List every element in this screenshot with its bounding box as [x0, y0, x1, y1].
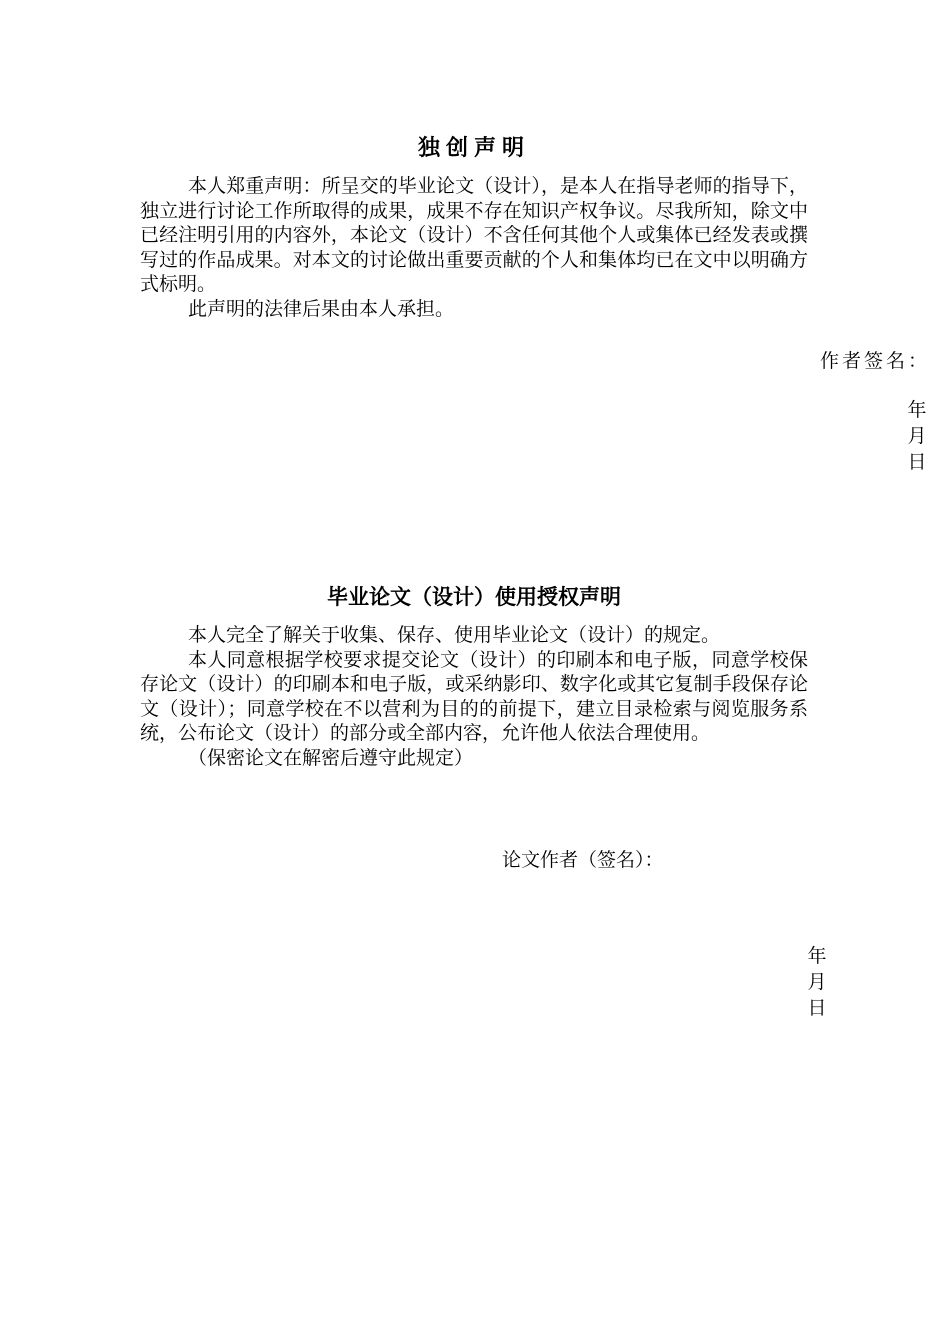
thesis-author-signature-label: 论文作者（签名）：: [502, 849, 664, 871]
authorization-date: [806, 943, 828, 1021]
date-year-label: 年: [807, 945, 827, 967]
date-month-label: 月: [807, 971, 827, 993]
authorization-body: [140, 623, 808, 770]
authorization-paragraph: 本人完全了解关于收集、保存、使用毕业论文（设计）的规定。: [188, 624, 721, 646]
authorization-title: 毕业论文（设计）使用授权声明: [327, 585, 621, 609]
date-year-label: 年: [907, 399, 927, 421]
date-day-label: 日: [807, 997, 827, 1019]
declaration-date: [906, 397, 928, 475]
date-day-label: 日: [907, 451, 927, 473]
authorization-paragraph: （保密论文在解密后遵守此规定）: [188, 746, 474, 769]
declaration-paragraph: 此声明的法律后果由本人承担。: [188, 297, 455, 320]
date-month-label: 月: [907, 425, 927, 447]
declaration-body: [140, 174, 808, 321]
declaration-paragraph: 本人郑重声明：所呈交的毕业论文（设计），是本人在指导老师的指导下，独立进行讨论工作所取得的成果，成果不存在知识产权争议。尽我所知，除文中已经注明引用的内容外，本论文（设计）不含任何其他个人或集体已经发表或撰写过的作品成果。对本文的讨论做出重要贡献的个人和集体均已在文中以明确方式标明。: [140, 175, 808, 295]
author-signature-label: 作者签名：: [819, 350, 930, 372]
authorization-paragraph: 本人同意根据学校要求提交论文（设计）的印刷本和电子版，同意学校保存论文（设计）的印刷本和电子版，或采纳影印、数字化或其它复制手段保存论文（设计）；同意学校在不以营利为目的的前提下，建立目录检索与阅览服务系统，公布论文（设计）的部分或全部内容，允许他人依法合理使用。: [140, 648, 808, 744]
declaration-title: 独创声明: [417, 136, 530, 161]
